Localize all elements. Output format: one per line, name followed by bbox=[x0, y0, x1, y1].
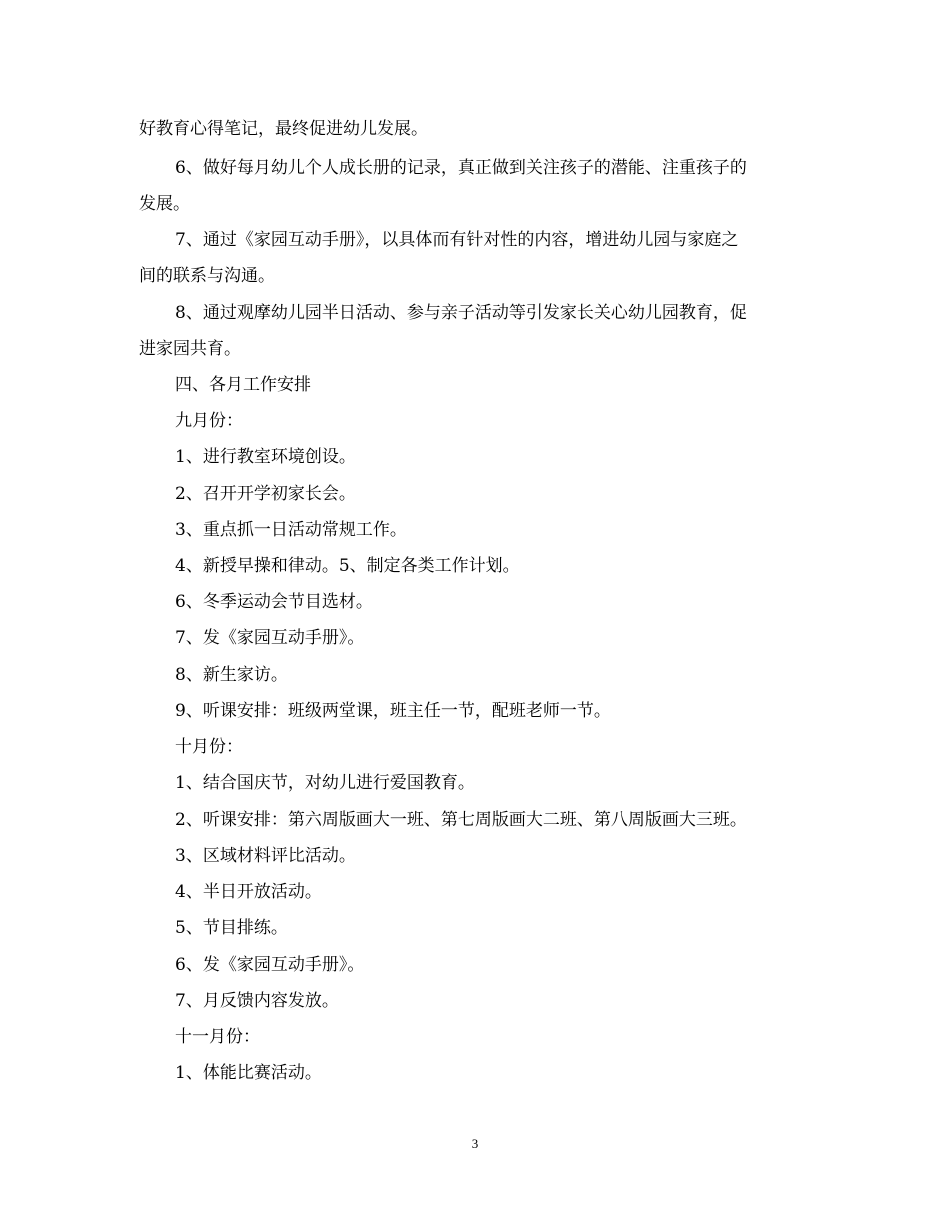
list-item: 1、进行教室环境创设。 bbox=[175, 447, 356, 467]
paragraph-line: 8、通过观摩幼儿园半日活动、参与亲子活动等引发家长关心幼儿园教育，促 bbox=[175, 303, 747, 323]
list-item: 7、发《家园互动手册》。 bbox=[175, 628, 365, 648]
paragraph-line: 7、通过《家园互动手册》，以具体而有针对性的内容，增进幼儿园与家庭之 bbox=[175, 230, 739, 250]
list-item: 4、新授早操和律动。5、制定各类工作计划。 bbox=[175, 556, 520, 576]
list-item: 1、结合国庆节，对幼儿进行爱国教育。 bbox=[175, 773, 475, 793]
paragraph-line: 发展。 bbox=[139, 194, 190, 214]
paragraph-line: 6、做好每月幼儿个人成长册的记录，真正做到关注孩子的潜能、注重孩子的 bbox=[175, 158, 747, 178]
month-heading: 九月份： bbox=[175, 411, 243, 431]
list-item: 6、发《家园互动手册》。 bbox=[175, 955, 365, 975]
list-item: 8、新生家访。 bbox=[175, 665, 288, 685]
list-item: 7、月反馈内容发放。 bbox=[175, 991, 339, 1011]
paragraph-line: 间的联系与沟通。 bbox=[139, 266, 275, 286]
list-item: 4、半日开放活动。 bbox=[175, 882, 322, 902]
list-item: 2、听课安排：第六周版画大一班、第七周版画大二班、第八周版画大三班。 bbox=[175, 810, 747, 830]
list-item: 6、冬季运动会节目选材。 bbox=[175, 592, 373, 612]
list-item: 2、召开开学初家长会。 bbox=[175, 484, 356, 504]
paragraph-line: 好教育心得笔记，最终促进幼儿发展。 bbox=[139, 119, 428, 139]
paragraph-line: 进家园共育。 bbox=[139, 339, 241, 359]
list-item: 5、节目排练。 bbox=[175, 918, 288, 938]
page-number: 3 bbox=[471, 1136, 479, 1151]
list-item: 9、听课安排：班级两堂课，班主任一节，配班老师一节。 bbox=[175, 701, 611, 721]
month-heading: 十月份： bbox=[175, 737, 243, 757]
list-item: 3、区域材料评比活动。 bbox=[175, 846, 356, 866]
month-heading: 十一月份： bbox=[175, 1027, 260, 1047]
list-item: 1、体能比赛活动。 bbox=[175, 1063, 322, 1083]
section-heading: 四、各月工作安排 bbox=[175, 375, 311, 395]
list-item: 3、重点抓一日活动常规工作。 bbox=[175, 520, 407, 540]
